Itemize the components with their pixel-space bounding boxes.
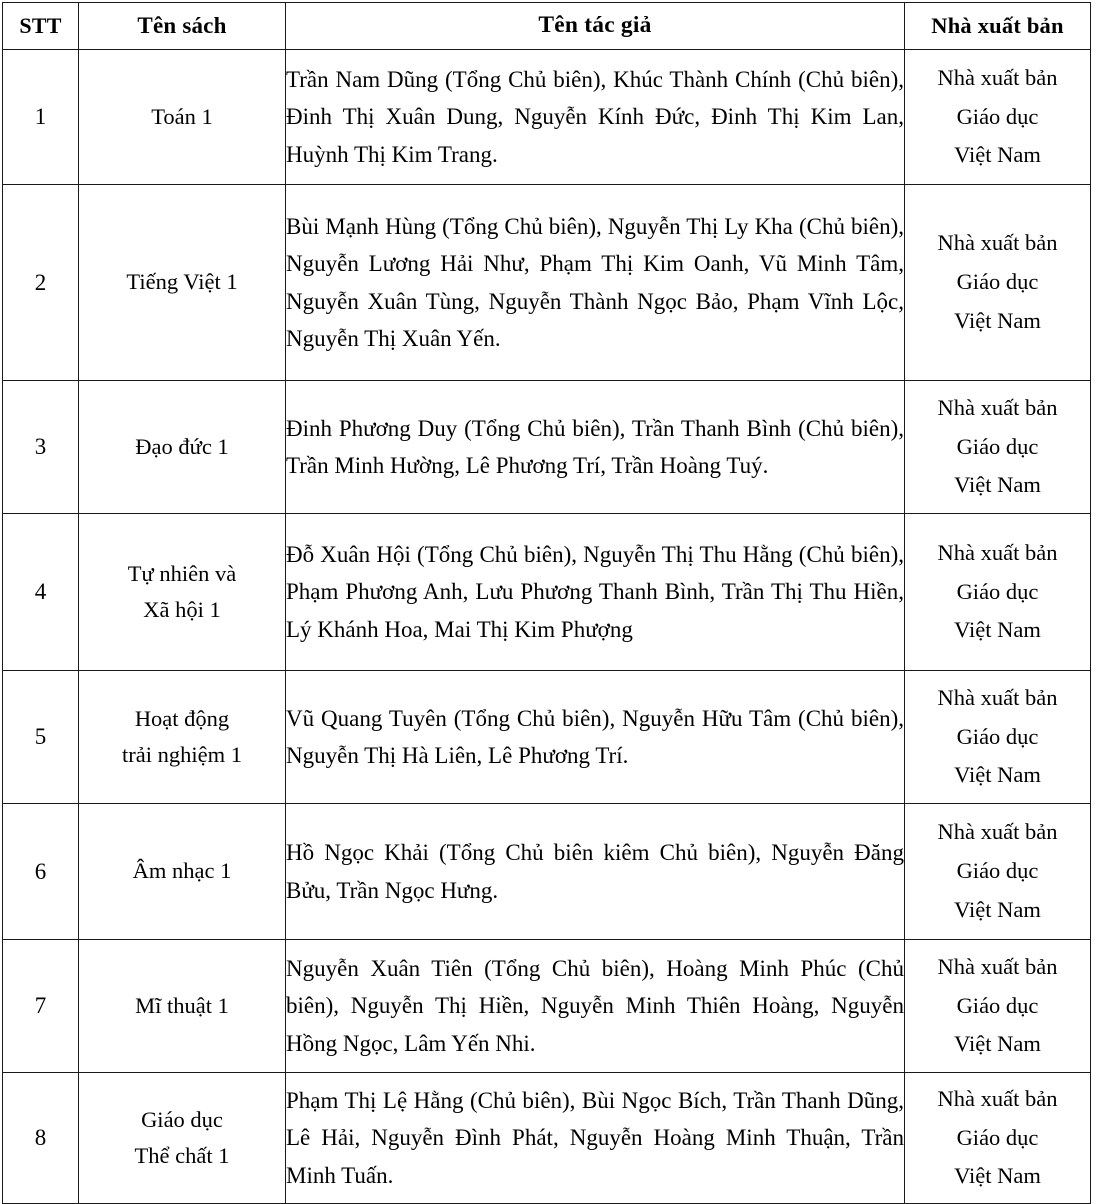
book-name-line: trải nghiệm 1 xyxy=(122,742,242,767)
publisher-line: Nhà xuất bản xyxy=(937,819,1058,845)
publisher-line: Giáo dục xyxy=(956,992,1039,1018)
book-name-line: Đạo đức 1 xyxy=(135,433,229,459)
publisher-name xyxy=(905,185,1091,381)
book-name-line: Hoạt động xyxy=(134,705,230,731)
publisher-line: Nhà xuất bản xyxy=(937,684,1058,710)
book-name-line: Tiếng Việt 1 xyxy=(126,269,238,295)
publisher-name xyxy=(905,514,1091,671)
author-list: Đinh Phương Duy (Tổng Chủ biên), Trần Thanh Bình (Chủ biên), Trần Minh Hường, Lê Phương Trí, Trần Hoàng Tuý. xyxy=(286,381,905,514)
publisher-line: Việt Nam xyxy=(954,896,1041,922)
author-list: Nguyễn Xuân Tiên (Tổng Chủ biên), Hoàng Minh Phúc (Chủ biên), Nguyễn Thị Hiền, Nguyễn Minh Thiên Hoàng, Nguyễn Hồng Ngọc, Lâm Yến Nhi. xyxy=(286,940,905,1073)
row-index: 7 xyxy=(3,940,79,1073)
publisher-line: Giáo dục xyxy=(956,269,1039,295)
column-header-publisher: Nhà xuất bản xyxy=(905,3,1091,50)
row-index: 4 xyxy=(3,514,79,671)
author-list: Hồ Ngọc Khải (Tổng Chủ biên kiêm Chủ biên), Nguyễn Đăng Bửu, Trần Ngọc Hưng. xyxy=(286,804,905,940)
row-index: 2 xyxy=(3,185,79,381)
book-name xyxy=(79,185,286,381)
publisher-line: Việt Nam xyxy=(954,142,1041,168)
publisher-name xyxy=(905,804,1091,940)
book-name xyxy=(79,671,286,804)
row-index: 3 xyxy=(3,381,79,514)
publisher-line: Giáo dục xyxy=(956,433,1039,459)
table-row xyxy=(3,940,1091,1073)
table-row xyxy=(3,185,1091,381)
book-name-line: Giáo dục xyxy=(141,1106,223,1132)
table-body xyxy=(3,50,1091,1204)
textbook-list-table xyxy=(2,2,1091,1204)
publisher-line: Giáo dục xyxy=(956,578,1039,604)
row-index: 8 xyxy=(3,1073,79,1204)
book-name xyxy=(79,940,286,1073)
publisher-name xyxy=(905,50,1091,185)
row-index: 6 xyxy=(3,804,79,940)
table-row xyxy=(3,671,1091,804)
row-index: 5 xyxy=(3,671,79,804)
publisher-line: Việt Nam xyxy=(954,617,1041,643)
publisher-line: Giáo dục xyxy=(956,103,1039,129)
table-row xyxy=(3,804,1091,940)
publisher-line: Việt Nam xyxy=(954,307,1041,333)
publisher-line: Nhà xuất bản xyxy=(937,539,1058,565)
publisher-line: Giáo dục xyxy=(956,858,1039,884)
publisher-line: Nhà xuất bản xyxy=(937,394,1058,420)
book-name-line: Xã hội 1 xyxy=(143,597,221,622)
publisher-line: Việt Nam xyxy=(954,762,1041,788)
book-name xyxy=(79,1073,286,1204)
publisher-line: Nhà xuất bản xyxy=(937,1085,1058,1111)
row-index: 1 xyxy=(3,50,79,185)
table-row xyxy=(3,381,1091,514)
publisher-line: Giáo dục xyxy=(956,1124,1039,1150)
author-list: Vũ Quang Tuyên (Tổng Chủ biên), Nguyễn Hữu Tâm (Chủ biên), Nguyễn Thị Hà Liên, Lê Phương Trí. xyxy=(286,671,905,804)
publisher-name xyxy=(905,940,1091,1073)
publisher-name xyxy=(905,381,1091,514)
author-list: Trần Nam Dũng (Tổng Chủ biên), Khúc Thành Chính (Chủ biên), Đinh Thị Xuân Dung, Nguyễn Kính Đức, Đinh Thị Kim Lan, Huỳnh Thị Kim Trang. xyxy=(286,50,905,185)
author-list: Phạm Thị Lệ Hằng (Chủ biên), Bùi Ngọc Bích, Trần Thanh Dũng, Lê Hải, Nguyễn Đình Phát, Nguyễn Hoàng Minh Thuận, Trần Minh Tuấn. xyxy=(286,1073,905,1204)
book-name xyxy=(79,50,286,185)
book-name-line: Tự nhiên và xyxy=(127,560,237,586)
book-name-line: Âm nhạc 1 xyxy=(132,858,232,884)
publisher-line: Việt Nam xyxy=(954,472,1041,498)
publisher-line: Việt Nam xyxy=(954,1163,1041,1189)
book-name-line: Thể chất 1 xyxy=(134,1143,230,1168)
publisher-name xyxy=(905,1073,1091,1204)
publisher-name xyxy=(905,671,1091,804)
book-name xyxy=(79,381,286,514)
author-list: Bùi Mạnh Hùng (Tổng Chủ biên), Nguyễn Thị Ly Kha (Chủ biên), Nguyễn Lương Hải Như, Phạm Thị Kim Oanh, Vũ Minh Tâm, Nguyễn Xuân Tùng, Nguyễn Thành Ngọc Bảo, Phạm Vĩnh Lộc, Nguyễn Thị Xuân Yến. xyxy=(286,185,905,381)
column-header-authors: Tên tác giả xyxy=(286,3,905,50)
column-header-book-name: Tên sách xyxy=(79,3,286,50)
book-name xyxy=(79,804,286,940)
author-list: Đỗ Xuân Hội (Tổng Chủ biên), Nguyễn Thị Thu Hằng (Chủ biên), Phạm Phương Anh, Lưu Phương Thanh Bình, Trần Thị Thu Hiền, Lý Khánh Hoa, Mai Thị Kim Phượng xyxy=(286,514,905,671)
publisher-line: Việt Nam xyxy=(954,1031,1041,1057)
book-name-line: Toán 1 xyxy=(151,103,213,129)
column-header-stt: STT xyxy=(3,3,79,50)
book-name xyxy=(79,514,286,671)
publisher-line: Nhà xuất bản xyxy=(937,953,1058,979)
table-row xyxy=(3,1073,1091,1204)
table-row xyxy=(3,50,1091,185)
publisher-line: Nhà xuất bản xyxy=(937,64,1058,90)
table-row xyxy=(3,514,1091,671)
publisher-line: Nhà xuất bản xyxy=(937,230,1058,256)
table-header-row xyxy=(3,3,1091,50)
publisher-line: Giáo dục xyxy=(956,723,1039,749)
book-name-line: Mĩ thuật 1 xyxy=(135,992,229,1018)
table-header xyxy=(3,3,1091,50)
